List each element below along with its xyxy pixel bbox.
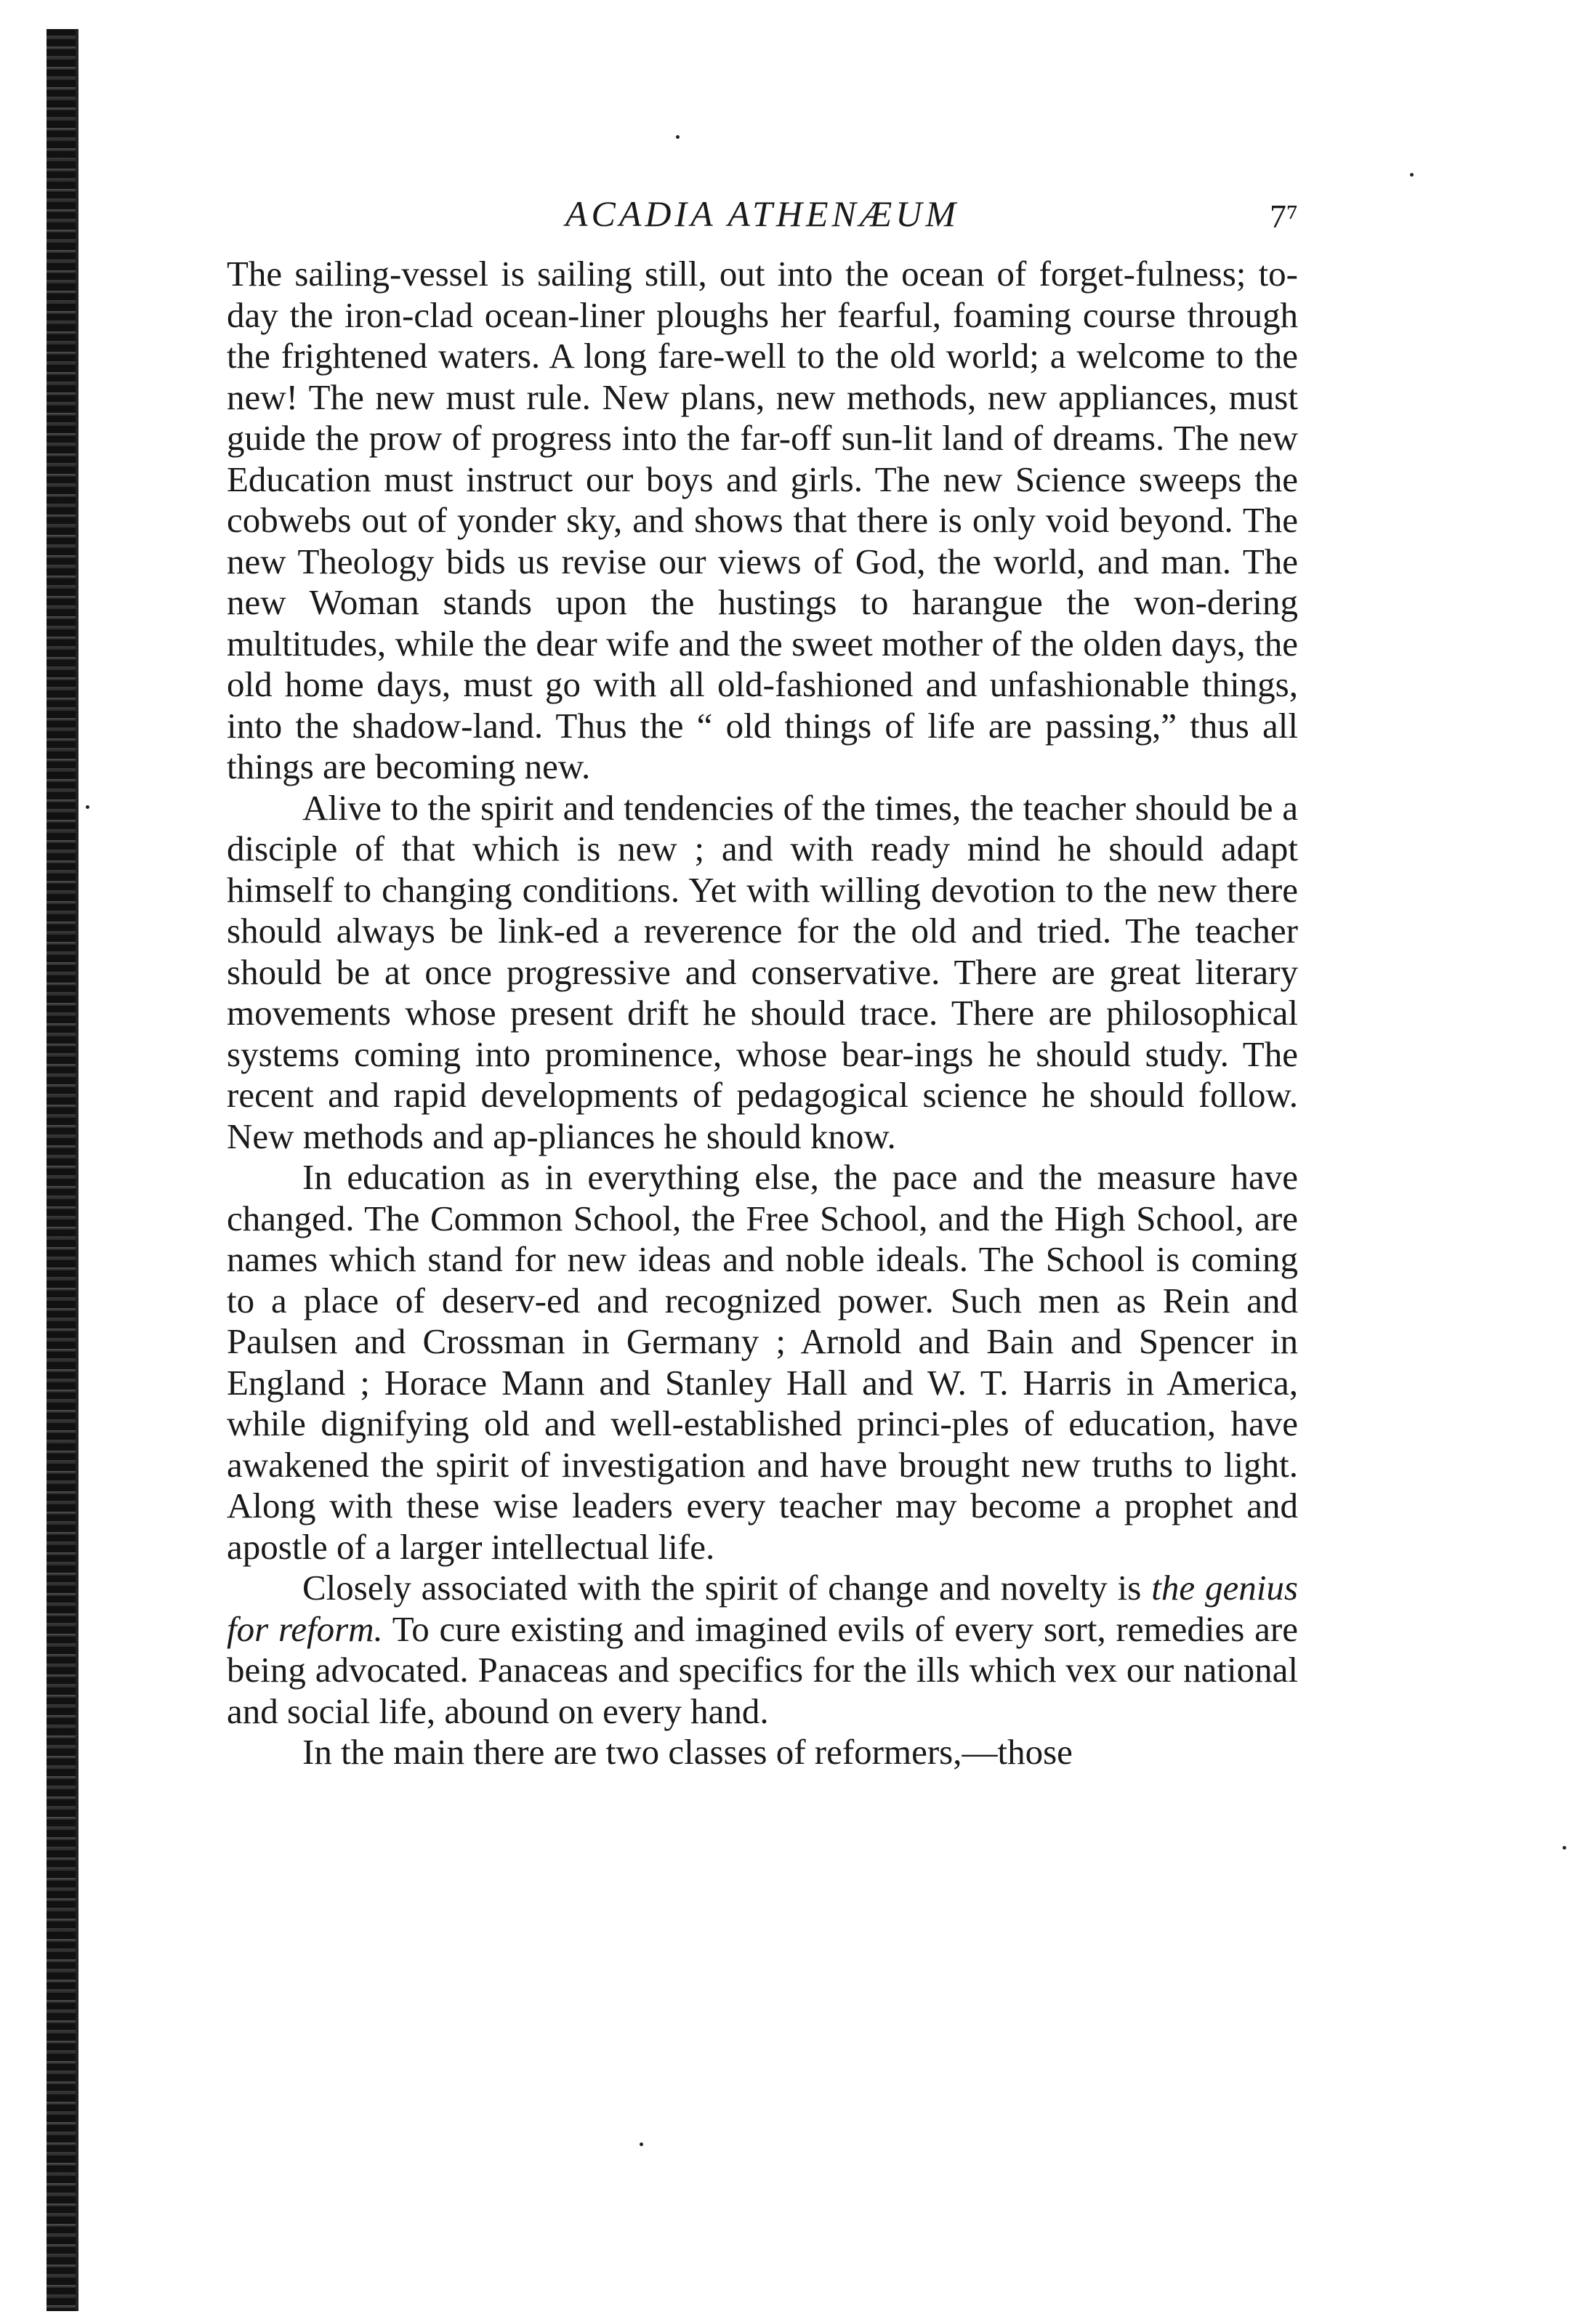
body-text [227,254,1298,1773]
paragraph-5: In the main there are two classes of reformers,—those [302,1732,1073,1772]
paragraph-4-text-start: Closely associated with the spirit of change and novelty is [302,1568,1152,1608]
paragraph-4-text-end: To cure existing and imagined evils of every sort, remedies are being advocated. Panaceas and specifics for the ills which vex our national and social life, abound on every hand. [227,1608,1298,1731]
paragraph-1: The sailing-vessel is sailing still, out into the ocean of forget-fulness; to-day the iron-clad ocean-liner ploughs her fearful, foaming course through the frightened waters. A long fare-well to the old world; a welcome to the new! The new must rule. New plans, new methods, new appliances, must guide the prow of progress into the far-off sun-lit land of dreams. The new Education must instruct our boys and girls. The new Science sweeps the cobwebs out of yonder sky, and shows that there is only void beyond. The new Theology bids us revise our views of God, the world, and man. The new Woman stands upon the hustings to harangue the won-dering multitudes, while the dear wife and the sweet mother of the olden days, the old home days, must go with all old-fashioned and unfashionable things, into the shadow-land. Thus the “ old things of life are passing,” thus all things are becoming new. [227,254,1298,786]
page-number: 7⁷ [1269,198,1298,235]
scan-speck [640,2142,643,2146]
page-content [227,193,1298,1773]
paragraph-4-italic-phrase: the genius for reform. [227,1568,1298,1649]
scanned-spine-edge [47,29,78,2311]
running-head [227,193,1298,236]
scan-speck [86,805,89,809]
scan-speck [1410,173,1414,177]
running-title: ACADIA ATHENÆUM [565,193,960,234]
scan-speck [1563,1846,1566,1850]
paragraph-3: In education as in everything else, the pace and the measure have changed. The Common School, the Free School, and the High School, are names which stand for new ideas and noble ideals. The School is coming to a place of deserv-ed and recognized power. Such men as Rein and Paulsen and Crossman in Germany ; Arnold and Bain and Spencer in England ; Horace Mann and Stanley Hall and W. T. Harris in America, while dignifying old and well-established princi-ples of education, have awakened the spirit of investigation and have brought new truths to light. Along with these wise leaders every teacher may become a prophet and apostle of a larger intellectual life. [227,1157,1298,1567]
scan-speck [676,135,680,139]
paragraph-4 [227,1568,1298,1732]
paragraph-2: Alive to the spirit and tendencies of the times, the teacher should be a disciple of that which is new ; and with ready mind he should adapt himself to changing conditions. Yet with willing devotion to the new there should always be link-ed a reverence for the old and tried. The teacher should be at once progressive and conservative. There are great literary movements whose present drift he should trace. There are philosophical systems coming into prominence, whose bear-ings he should study. The recent and rapid developments of pedagogical science he should follow. New methods and ap-pliances he should know. [227,787,1298,1156]
